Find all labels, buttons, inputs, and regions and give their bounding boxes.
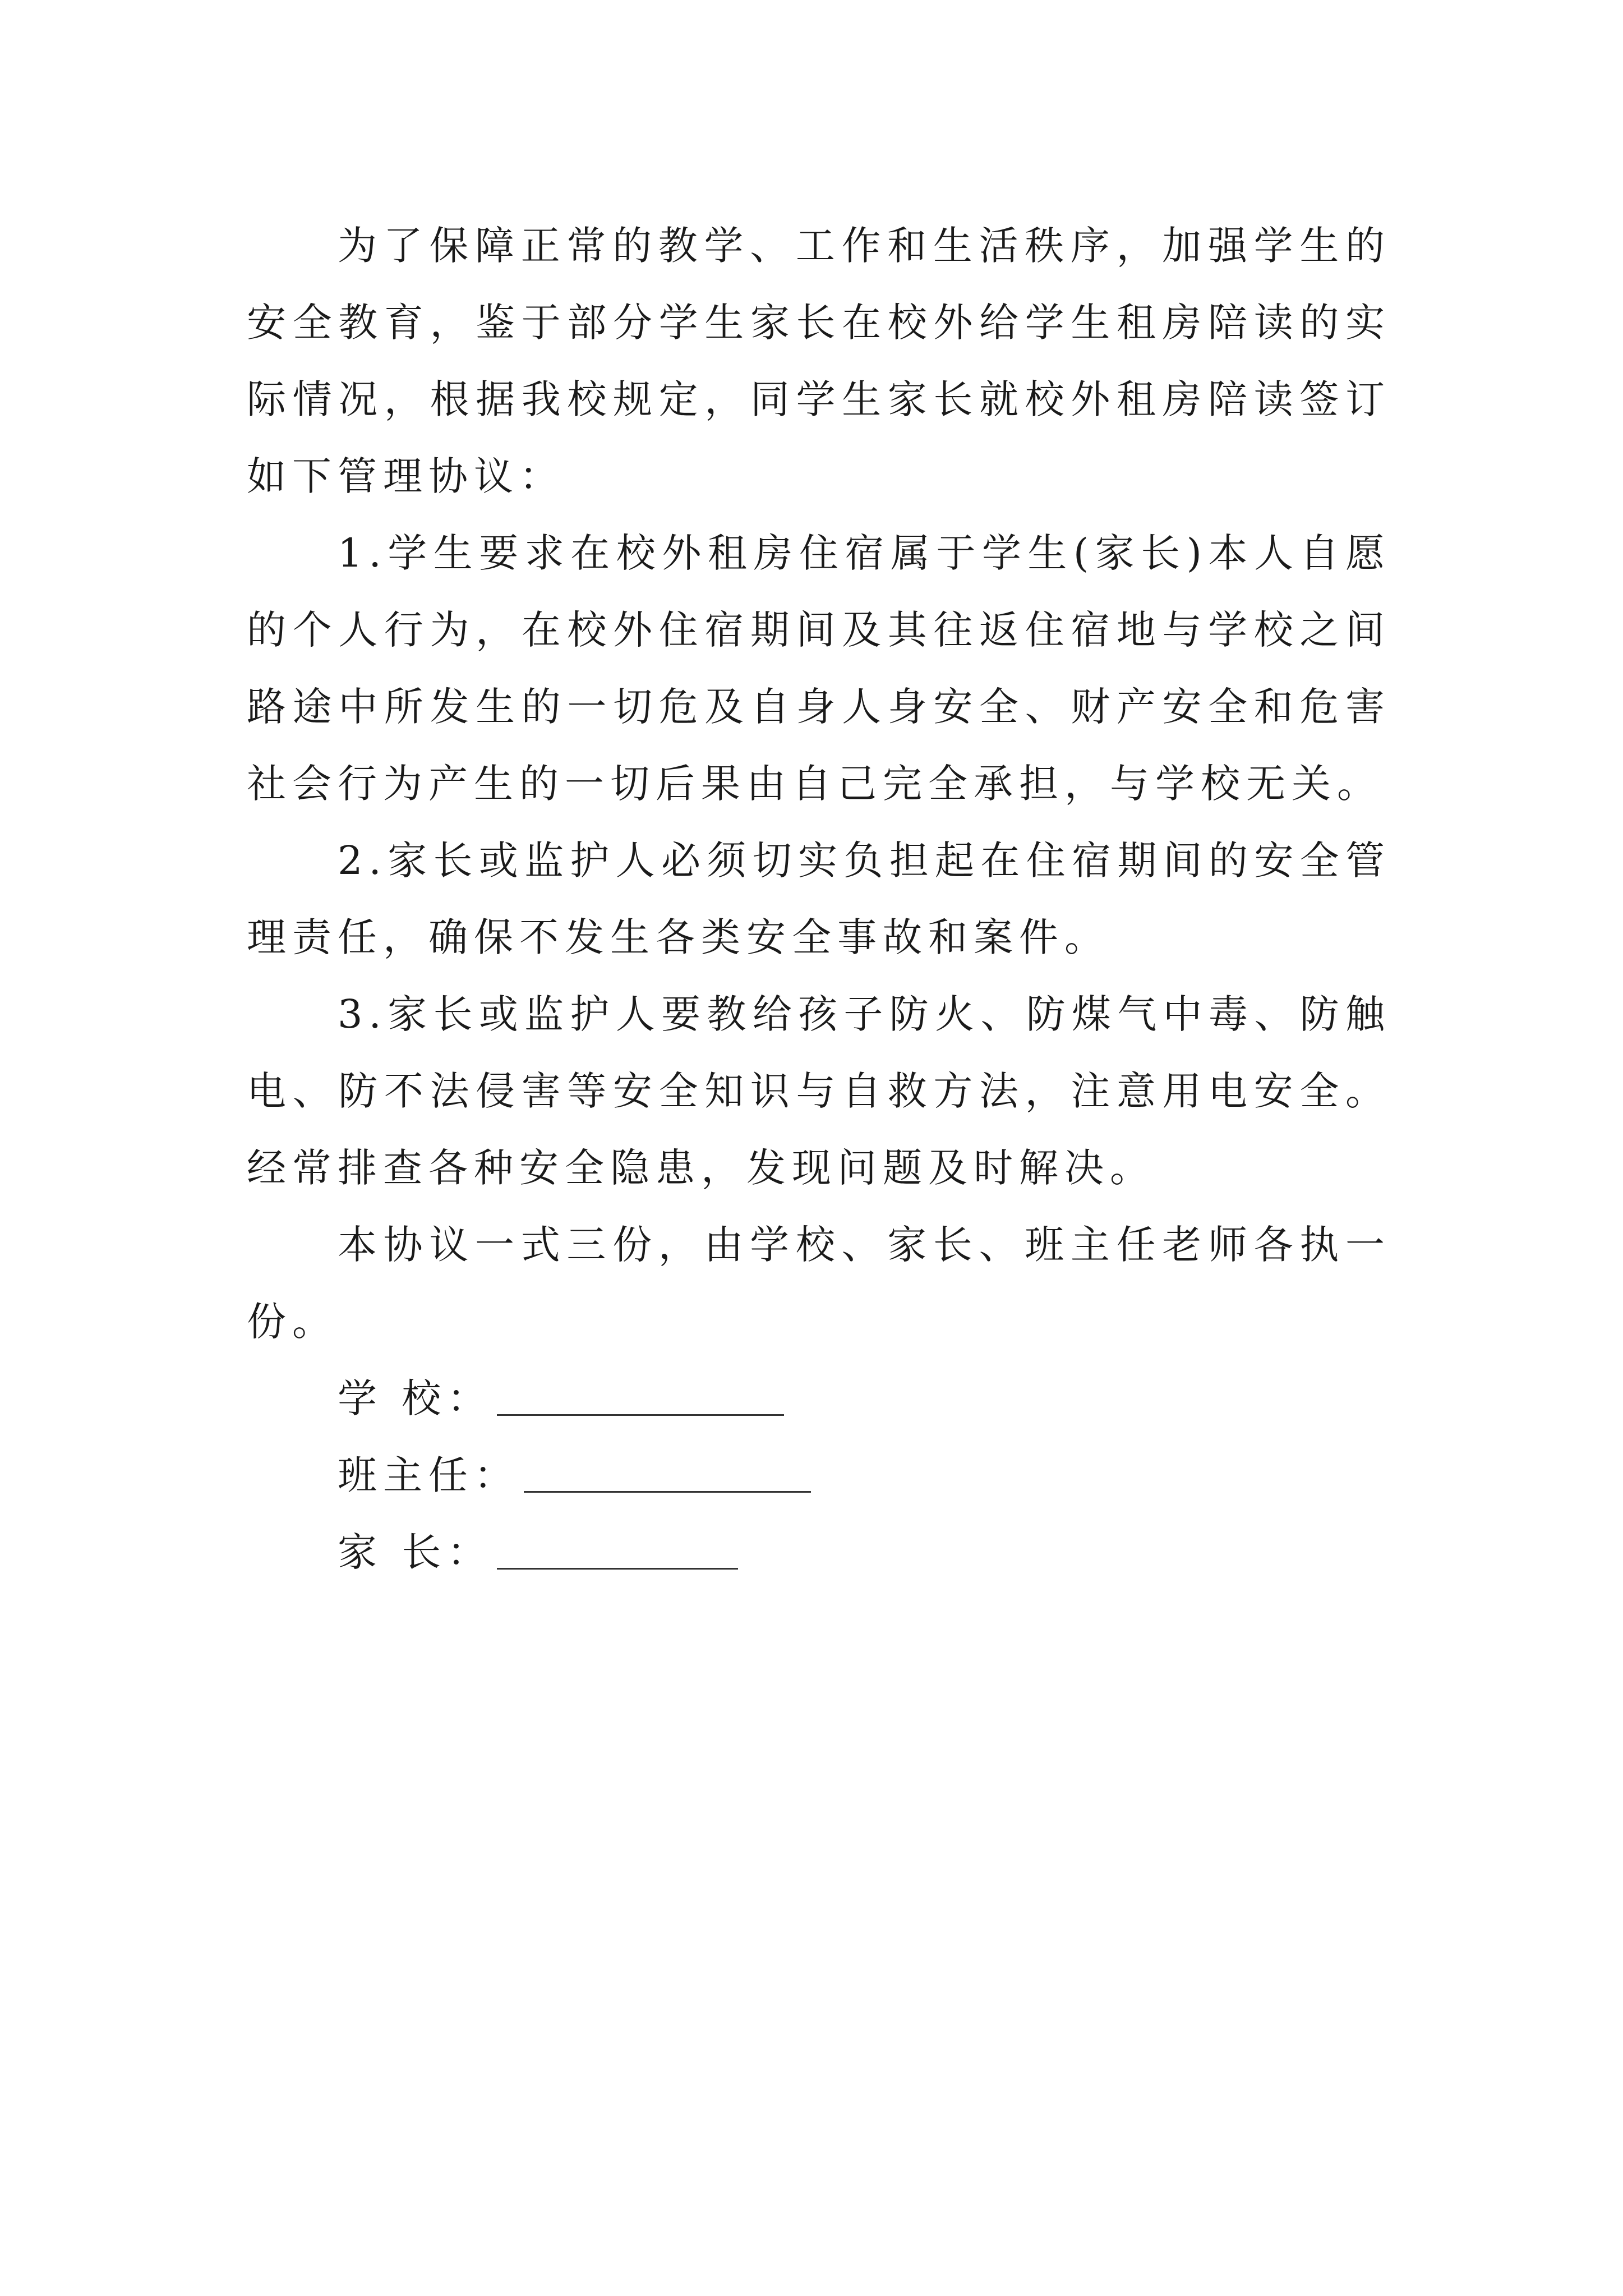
copies-statement: 本协议一式三份，由学校、家长、班主任老师各执一份。 [247,1222,1391,1345]
teacher-signature-row [247,1437,1391,1514]
school-signature-row [247,1360,1391,1437]
school-signature-label: 学 校： [338,1375,493,1421]
teacher-signature-label: 班主任： [338,1452,519,1498]
clause-2: 2.家长或监护人必须切实负担起在住宿期间的安全管理责任，确保不发生各类安全事故和案件。 [247,838,1391,960]
parent-signature-line[interactable] [497,1527,738,1570]
clause-3: 3.家长或监护人要教给孩子防火、防煤气中毒、防触电、防不法侵害等安全知识与自救方法，注意用电安全。经常排查各种安全隐患，发现问题及时解决。 [247,991,1391,1191]
parent-signature-label: 家 长： [338,1529,493,1575]
parent-signature-row [247,1514,1391,1591]
teacher-signature-line[interactable] [524,1451,811,1493]
intro-paragraph: 为了保障正常的教学、工作和生活秩序，加强学生的安全教育，鉴于部分学生家长在校外给学生租房陪读的实际情况，根据我校规定，同学生家长就校外租房陪读签订如下管理协议： [247,223,1391,499]
school-signature-line[interactable] [497,1374,784,1416]
agreement-document [247,208,1391,1591]
clause-1: 1.学生要求在校外租房住宿属于学生(家长)本人自愿的个人行为，在校外住宿期间及其往返住宿地与学校之间路途中所发生的一切危及自身人身安全、财产安全和危害社会行为产生的一切后果由自己完全承担，与学校无关。 [247,530,1391,807]
